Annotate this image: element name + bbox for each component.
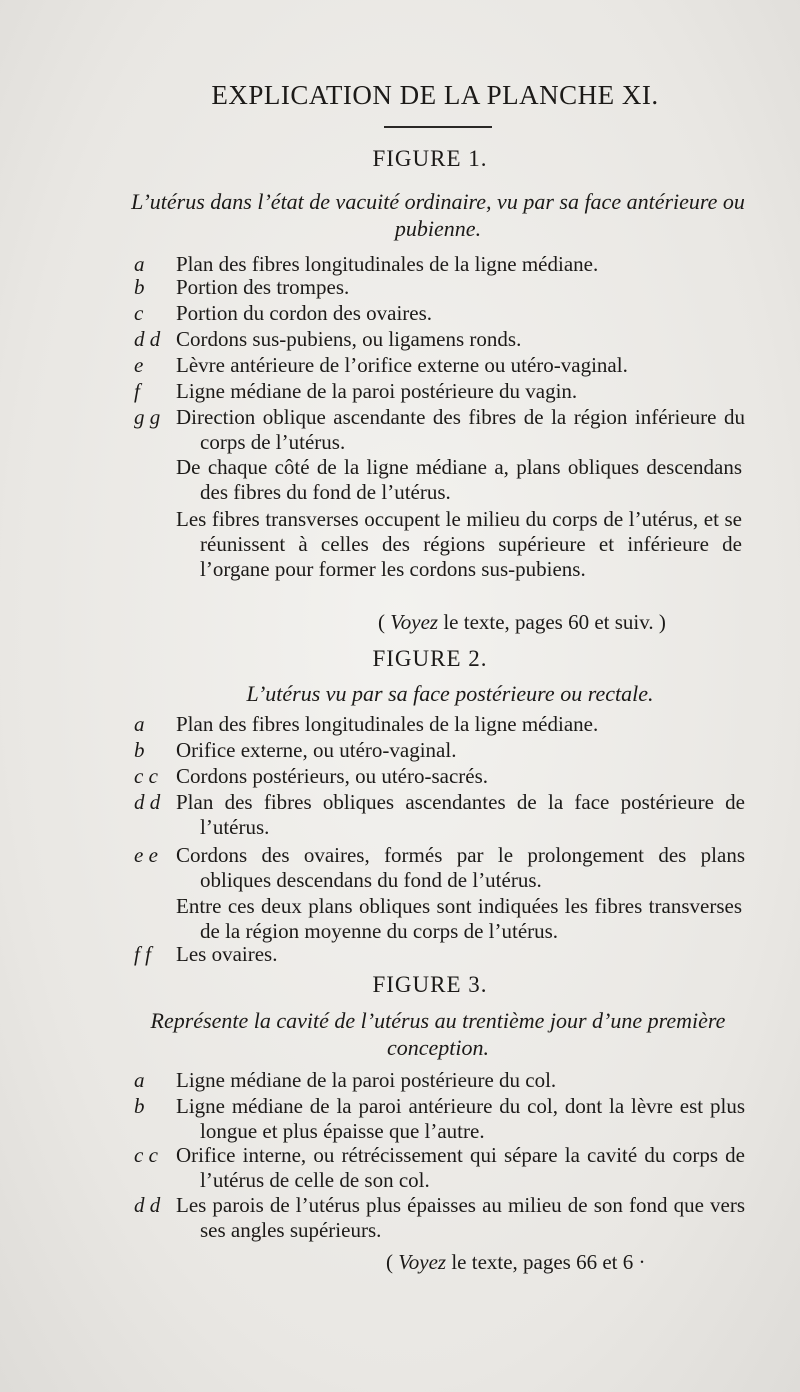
legend-text: Orifice interne, ou rétrécissement qui sépare la cavité du corps de l’utérus de celle de son col. [176, 1143, 745, 1192]
ref-open: ( [378, 610, 391, 634]
legend-key: d d [134, 790, 161, 814]
legend-item [120, 790, 745, 840]
legend-text: Cordons des ovaires, formés par le prolongement des plans obliques descendans du fond de l’utérus. [176, 843, 745, 892]
legend-text: Portion des trompes. [176, 275, 350, 299]
legend-key: f f [134, 942, 151, 966]
legend-key: g g [134, 405, 161, 429]
figure-1-caption: L’utérus dans l’état de vacuité ordinaire, vu par sa face antérieure ou pubienne. [131, 189, 745, 241]
ref-voyez: Voyez [398, 1250, 447, 1274]
legend-text: Portion du cordon des ovaires. [176, 301, 433, 325]
legend-text: Orifice externe, ou utéro-vaginal. [176, 738, 457, 762]
legend-item [120, 1068, 745, 1093]
title-rule [384, 126, 492, 128]
ref-rest: le texte, pages 60 et suiv. ) [438, 610, 666, 634]
legend-item [120, 353, 745, 378]
legend-text: Lèvre antérieure de l’orifice externe ou utéro-vaginal. [176, 353, 628, 377]
legend-key: a [134, 712, 145, 736]
figure-2-title: FIGURE 2. [372, 646, 488, 671]
legend-item [120, 843, 745, 893]
legend-item [120, 405, 745, 455]
legend-item [120, 301, 745, 326]
legend-key: c c [134, 764, 158, 788]
ref-rest: le texte, pages 66 et 6 · [446, 1250, 646, 1274]
legend-key: c c [134, 1143, 158, 1167]
body-paragraph: Entre ces deux plans obliques sont indiquées les fibres transverses de la région moyenne du corps de l’utérus. [176, 894, 742, 943]
legend-text: Plan des fibres obliques ascendantes de la face postérieure de l’utérus. [176, 790, 745, 839]
legend-text: Ligne médiane de la paroi antérieure du col, dont la lèvre est plus longue et plus épaisse que l’autre. [176, 1094, 745, 1143]
legend-item [120, 1143, 745, 1193]
legend-key: d d [134, 1193, 161, 1217]
page-title: EXPLICATION DE LA PLANCHE XI. [211, 80, 659, 110]
legend-key: b [134, 275, 145, 299]
ref-open: ( [386, 1250, 399, 1274]
legend-text: Les parois de l’utérus plus épaisses au milieu de son fond que vers ses angles supérieurs. [176, 1193, 745, 1242]
page-reference [386, 1250, 646, 1275]
legend-item [120, 738, 745, 763]
body-paragraph: Les fibres transverses occupent le milieu du corps de l’utérus, et se réunissent à celles des régions supérieure et inférieure de l’organe pour former les cordons sus-pubiens. [176, 507, 742, 581]
legend-key: b [134, 1094, 145, 1118]
legend-key: e [134, 353, 144, 377]
legend-key: a [134, 252, 145, 276]
legend-item [120, 275, 745, 300]
legend-item [120, 252, 745, 277]
legend-text: Cordons postérieurs, ou utéro-sacrés. [176, 764, 489, 788]
ref-voyez: Voyez [390, 610, 439, 634]
figure-3-caption: Représente la cavité de l’utérus au trentième jour d’une première conception. [150, 1008, 726, 1060]
body-paragraph: De chaque côté de la ligne médiane a, plans obliques descendans des fibres du fond de l’utérus. [176, 455, 742, 504]
figure-2-caption: L’utérus vu par sa face postérieure ou rectale. [246, 681, 654, 706]
legend-key: e e [134, 843, 158, 867]
legend-item [120, 942, 745, 967]
legend-item [120, 379, 745, 404]
legend-item [120, 712, 745, 737]
legend-item [120, 764, 745, 789]
legend-item [120, 1193, 745, 1243]
legend-item [120, 1094, 745, 1144]
legend-text: Cordons sus-pubiens, ou ligamens ronds. [176, 327, 522, 351]
legend-text: Direction oblique ascendante des fibres de la région inférieure du corps de l’utérus. [176, 405, 745, 454]
page-reference [378, 610, 666, 635]
figure-1-title: FIGURE 1. [372, 146, 488, 171]
legend-item [120, 327, 745, 352]
legend-key: b [134, 738, 145, 762]
legend-text: Les ovaires. [176, 942, 278, 966]
legend-text: Plan des fibres longitudinales de la ligne médiane. [176, 712, 599, 736]
legend-text: Ligne médiane de la paroi postérieure du col. [176, 1068, 557, 1092]
figure-3-title: FIGURE 3. [372, 972, 488, 997]
legend-key: d d [134, 327, 161, 351]
legend-key: f [134, 379, 140, 403]
legend-key: a [134, 1068, 145, 1092]
legend-text: Plan des fibres longitudinales de la ligne médiane. [176, 252, 599, 276]
legend-text: Ligne médiane de la paroi postérieure du vagin. [176, 379, 578, 403]
legend-key: c [134, 301, 144, 325]
